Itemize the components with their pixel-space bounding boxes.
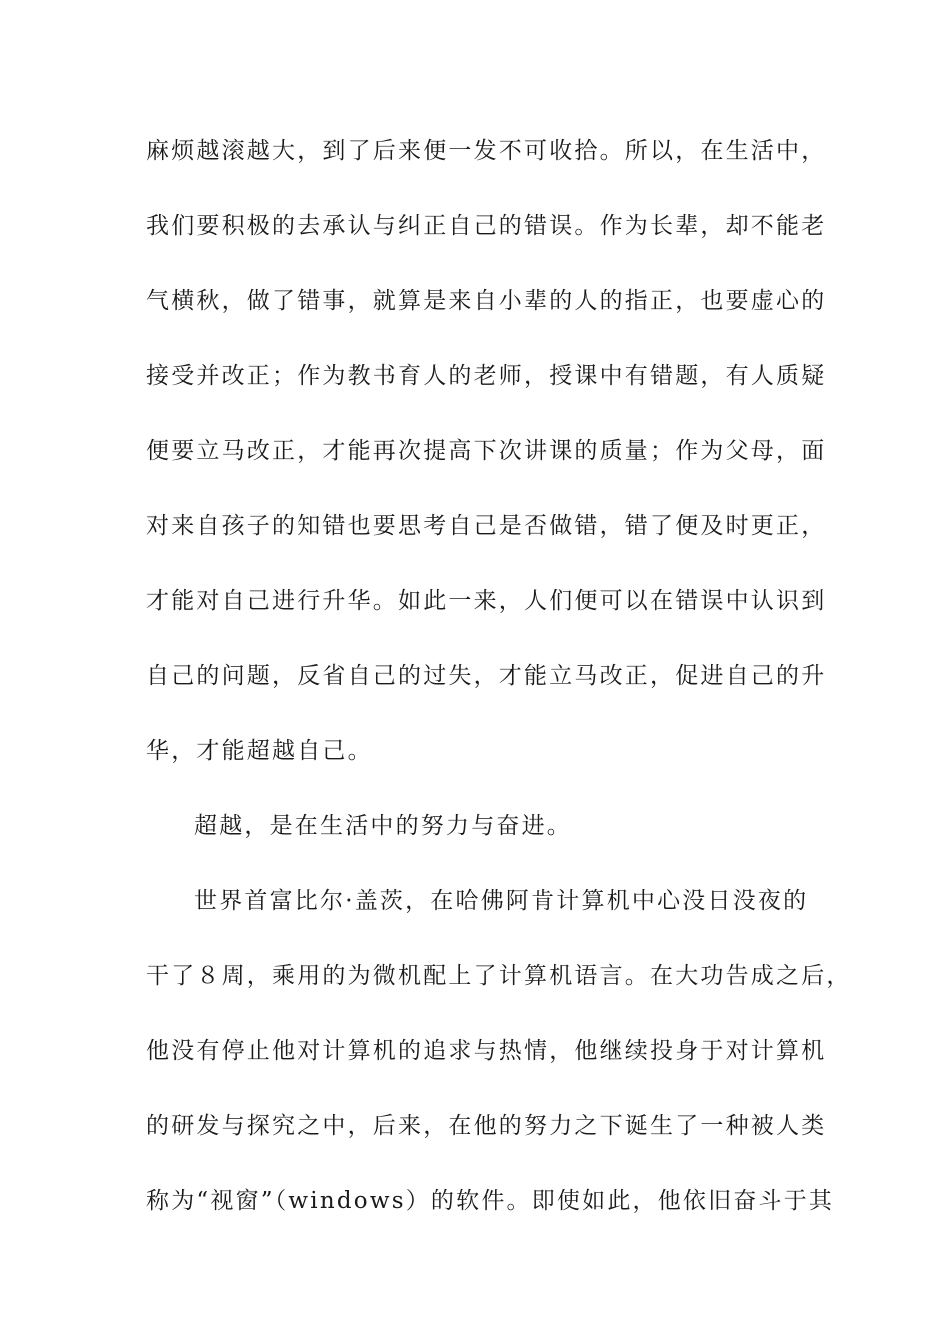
text-line: 他没有停止他对计算机的追求与热情，他继续投身于对计算机 (146, 1038, 827, 1064)
text-line: 华，才能超越自己。 (146, 738, 373, 764)
body-text (146, 128, 852, 1253)
text-line: 称为“视窗”（windows）的软件。即使如此，他依旧奋斗于其 (146, 1188, 835, 1214)
text-line: 便要立马改正，才能再次提高下次讲课的质量；作为父母，面 (146, 438, 827, 464)
text-line: 的研发与探究之中，后来，在他的努力之下诞生了一种被人类 (146, 1113, 827, 1139)
text-line: 我们要积极的去承认与纠正自己的错误。作为长辈，却不能老 (146, 213, 827, 239)
paragraph-first-line: 超越，是在生活中的努力与奋进。 (194, 813, 572, 839)
text-line: 接受并改正；作为教书育人的老师，授课中有错题，有人质疑 (146, 363, 827, 389)
text-line: 气横秋，做了错事，就算是来自小辈的人的指正，也要虚心的 (146, 288, 827, 314)
text-line: 自己的问题，反省自己的过失，才能立马改正，促进自己的升 (146, 663, 827, 689)
text-line: 麻烦越滚越大，到了后来便一发不可收拾。所以，在生活中， (146, 138, 827, 164)
text-line: 对来自孩子的知错也要思考自己是否做错，错了便及时更正， (146, 513, 827, 539)
text-line: 才能对自己进行升华。如此一来，人们便可以在错误中认识到 (146, 588, 827, 614)
paragraph-first-line: 世界首富比尔·盖茨，在哈佛阿肯计算机中心没日没夜的 (194, 888, 809, 914)
text-line: 干了８周，乘用的为微机配上了计算机语言。在大功告成之后， (146, 963, 852, 989)
